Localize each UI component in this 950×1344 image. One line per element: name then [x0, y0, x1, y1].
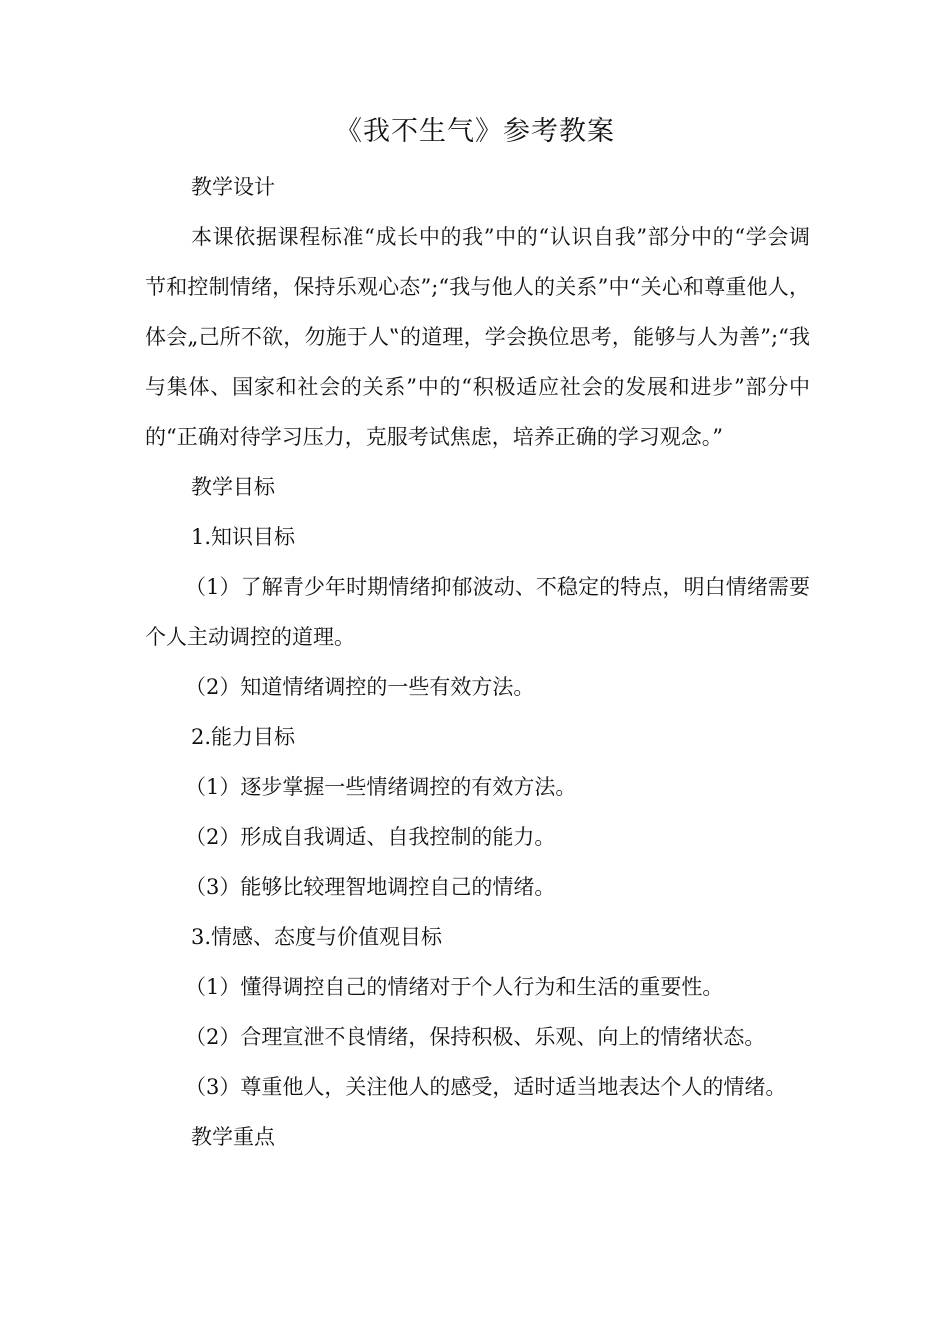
document-body	[145, 162, 810, 1162]
document-title: 《我不生气》参考教案	[335, 116, 615, 147]
knowledge-goals-heading: 1.知识目标	[191, 525, 296, 549]
goals-heading: 教学目标	[191, 475, 275, 499]
emotion-goal-1: （1）懂得调控自己的情绪对于个人行为和生活的重要性。	[185, 975, 724, 999]
ability-goal-1: （1）逐步掌握一些情绪调控的有效方法。	[185, 775, 577, 799]
emotion-goal-2: （2）合理宣泄不良情绪，保持积极、乐观、向上的情绪状态。	[185, 1025, 766, 1049]
design-paragraph: 本课依据课程标准“成长中的我”中的“认识自我”部分中的“学会调节和控制情绪，保持乐观心态”;“我与他人的关系”中“关心和尊重他人，体会„己所不欲，勿施于人‟的道理，学会换位思考，能够与人为善”;“我与集体、国家和社会的关系”中的“积极适应社会的发展和进步”部分中的“正确对待学习压力，克服考试焦虑，培养正确的学习观念。”	[145, 225, 810, 449]
design-heading: 教学设计	[191, 175, 275, 199]
emotion-goals-heading: 3.情感、态度与价值观目标	[191, 925, 443, 949]
knowledge-goal-1: （1）了解青少年时期情绪抑郁波动、不稳定的特点，明白情绪需要个人主动调控的道理。	[145, 575, 810, 649]
emotion-goal-3: （3）尊重他人，关注他人的感受，适时适当地表达个人的情绪。	[185, 1075, 787, 1099]
ability-goal-3: （3）能够比较理智地调控自己的情绪。	[185, 875, 556, 899]
knowledge-goal-2: （2）知道情绪调控的一些有效方法。	[185, 675, 535, 699]
ability-goal-2: （2）形成自我调适、自我控制的能力。	[185, 825, 556, 849]
ability-goals-heading: 2.能力目标	[191, 725, 296, 749]
key-points-heading: 教学重点	[191, 1125, 275, 1149]
